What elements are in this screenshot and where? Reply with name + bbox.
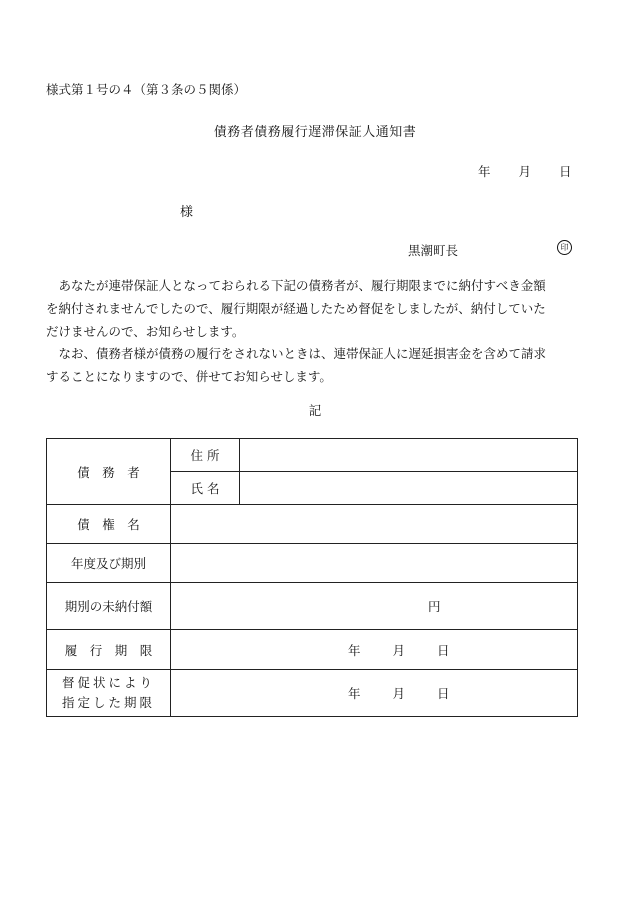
body-paragraph-2 [46, 342, 586, 388]
paragraph-line: なお、債務者様が債務の履行をされないときは、連帯保証人に遅延損害金を含めて請求 [46, 346, 547, 361]
document-title: 債務者債務履行遅滞保証人通知書 [213, 125, 417, 140]
fiscal-year-value [171, 544, 578, 583]
due-date-label: 履 行 期 限 [47, 630, 171, 670]
debtor-label: 債 務 者 [47, 439, 171, 505]
addressee-suffix: 様 [180, 205, 194, 220]
address-value [240, 439, 578, 472]
ki-heading: 記 [308, 403, 322, 418]
unpaid-amount-value [171, 583, 578, 630]
unpaid-amount-label: 期別の未納付額 [47, 583, 171, 630]
reminder-date-day: 日 [437, 686, 450, 701]
reminder-deadline-value [171, 670, 578, 717]
claim-name-value [171, 505, 578, 544]
due-date-year: 年 [348, 642, 361, 658]
date-year: 年 [478, 164, 491, 179]
reminder-deadline-label [47, 670, 171, 717]
name-label: 氏 名 [171, 472, 240, 505]
paragraph-line: を納付されませんでしたので、履行期限が経過したため督促をしましたが、納付していた [46, 301, 546, 316]
due-date-day: 日 [437, 642, 450, 658]
form-number: 様式第１号の４（第３条の５関係） [46, 82, 247, 97]
paragraph-line: あなたが連帯保証人となっておられる下記の債務者が、履行期限までに納付すべき金額 [46, 278, 546, 293]
reminder-date-month: 月 [392, 686, 406, 701]
paragraph-line: だけませんので、お知らせします。 [46, 324, 245, 339]
address-label: 住 所 [171, 439, 240, 472]
reminder-label-line-1: 督促状により [61, 675, 155, 690]
due-date-month: 月 [392, 642, 406, 658]
date-month: 月 [518, 164, 532, 179]
issue-date [478, 162, 572, 180]
date-day: 日 [559, 164, 572, 179]
reminder-date-year: 年 [348, 686, 361, 701]
seal-mark: 印 [557, 240, 572, 255]
fiscal-year-label: 年度及び期別 [47, 544, 171, 583]
name-value [240, 472, 578, 505]
paragraph-line: することになりますので、併せてお知らせします。 [46, 369, 332, 384]
reminder-label-line-2: 指定した期限 [61, 695, 155, 710]
sender-name: 黒潮町長 [408, 243, 459, 258]
yen-unit: 円 [428, 599, 441, 614]
details-table [46, 438, 578, 717]
due-date-value [171, 630, 578, 670]
body-paragraph-1 [46, 274, 586, 343]
claim-name-label: 債 権 名 [47, 505, 171, 544]
